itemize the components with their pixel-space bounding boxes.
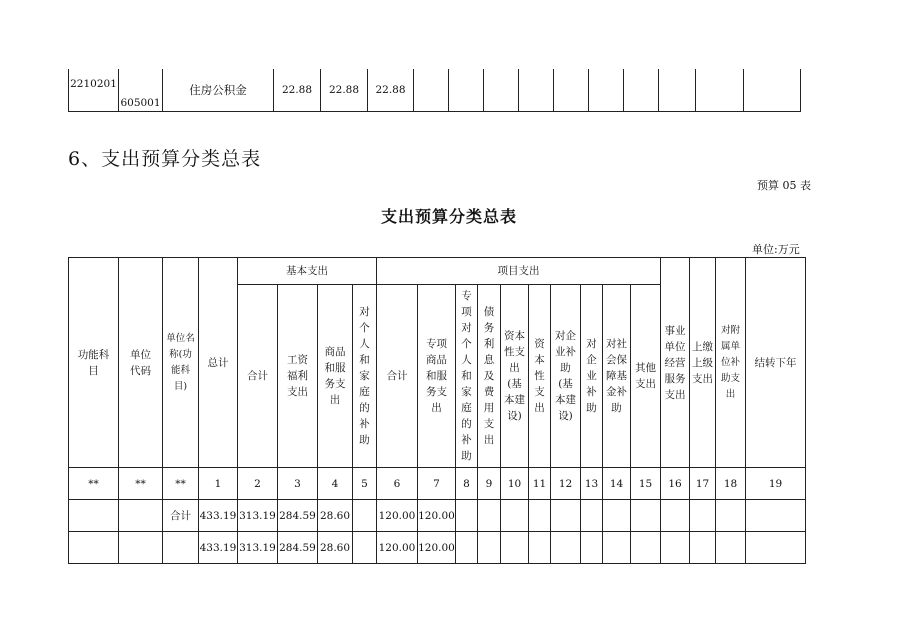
index-cell: 9: [478, 468, 501, 500]
data-cell: [501, 532, 529, 564]
value-cell: [659, 69, 696, 112]
data-cell: 433.19: [199, 500, 238, 532]
previous-table-fragment: [68, 69, 801, 112]
index-cell: 8: [456, 468, 478, 500]
data-cell: [746, 500, 806, 532]
data-cell: [603, 532, 631, 564]
header-capital-basic: 资本性支出(基本建设): [501, 285, 529, 468]
data-cell: [456, 532, 478, 564]
data-cell: [69, 532, 119, 564]
data-cell: 313.19: [238, 532, 278, 564]
header-row-1: [69, 258, 806, 285]
value-cell: 22.88: [274, 69, 321, 112]
data-cell: [501, 500, 529, 532]
header-business: 事业单位经营服务支出: [661, 258, 690, 468]
data-cell: [529, 500, 551, 532]
data-cell: [551, 500, 581, 532]
value-cell: [589, 69, 624, 112]
data-cell: [478, 532, 501, 564]
unit-code-cell: 605001: [119, 69, 163, 112]
index-cell: 14: [603, 468, 631, 500]
header-special-personal: 专项对个人和家庭的补助: [456, 285, 478, 468]
data-cell: 28.60: [318, 532, 353, 564]
index-cell: 5: [353, 468, 377, 500]
expenditure-budget-table: [68, 257, 806, 564]
table-row: [69, 500, 806, 532]
index-cell: 6: [377, 468, 418, 500]
header-basic-group: 基本支出: [238, 258, 377, 285]
value-cell: [624, 69, 659, 112]
table-row: [69, 69, 801, 112]
index-cell: **: [119, 468, 163, 500]
section-heading: 6、支出预算分类总表: [68, 148, 262, 170]
table-code: 预算 05 表: [757, 179, 811, 192]
data-cell: [690, 500, 716, 532]
value-cell: [744, 69, 801, 112]
data-cell: [581, 532, 603, 564]
data-cell: [551, 532, 581, 564]
header-enterprise-basic: 对企业补助(基本建设): [551, 285, 581, 468]
value-cell: 22.88: [321, 69, 368, 112]
index-cell: 13: [581, 468, 603, 500]
index-cell: 4: [318, 468, 353, 500]
header-total: 总计: [199, 258, 238, 468]
header-goods: 商品和服务支出: [318, 285, 353, 468]
unit-note: 单位:万元: [752, 243, 800, 256]
data-cell: [353, 532, 377, 564]
header-project-group: 项目支出: [377, 258, 661, 285]
value-cell: [484, 69, 519, 112]
index-row: [69, 468, 806, 500]
index-cell: 3: [278, 468, 318, 500]
index-cell: **: [69, 468, 119, 500]
table-row: [69, 532, 806, 564]
header-upper: 上缴上级支出: [690, 258, 716, 468]
data-cell: [716, 532, 746, 564]
data-cell: 28.60: [318, 500, 353, 532]
item-name-cell: 住房公积金: [163, 69, 274, 112]
data-cell: 120.00: [418, 500, 456, 532]
data-cell: [119, 532, 163, 564]
data-cell: [529, 532, 551, 564]
data-cell: [690, 532, 716, 564]
index-cell: **: [163, 468, 199, 500]
index-cell: 19: [746, 468, 806, 500]
index-cell: 18: [716, 468, 746, 500]
index-cell: 7: [418, 468, 456, 500]
header-enterprise: 对企业补助: [581, 285, 603, 468]
header-unit-code: 单位代码: [119, 258, 163, 468]
value-cell: [414, 69, 449, 112]
index-cell: 11: [529, 468, 551, 500]
header-project-subtotal: 合计: [377, 285, 418, 468]
header-affiliated: 对附属单位补助支出: [716, 258, 746, 468]
data-cell: [716, 500, 746, 532]
data-cell: 433.19: [199, 532, 238, 564]
data-cell: 120.00: [418, 532, 456, 564]
header-wages: 工资福利支出: [278, 285, 318, 468]
data-cell: [119, 500, 163, 532]
data-cell: [746, 532, 806, 564]
header-capital: 资本性支出: [529, 285, 551, 468]
data-cell: 284.59: [278, 532, 318, 564]
value-cell: [554, 69, 589, 112]
data-cell: [478, 500, 501, 532]
header-special-goods: 专项商品和服务支出: [418, 285, 456, 468]
header-other: 其他支出: [631, 285, 661, 468]
index-cell: 12: [551, 468, 581, 500]
index-cell: 2: [238, 468, 278, 500]
header-func-subject: 功能科目: [69, 258, 119, 468]
data-cell: 313.19: [238, 500, 278, 532]
data-cell: [631, 500, 661, 532]
index-cell: 17: [690, 468, 716, 500]
header-debt: 债务利息及费用支出: [478, 285, 501, 468]
index-cell: 10: [501, 468, 529, 500]
header-unit-name: 单位名称(功能科目): [163, 258, 199, 468]
value-cell: [449, 69, 484, 112]
table-title: 支出预算分类总表: [380, 207, 517, 226]
data-cell: [661, 532, 690, 564]
data-cell: [603, 500, 631, 532]
data-cell: [661, 500, 690, 532]
func-code-cell: 2210201: [69, 69, 119, 112]
header-social-security: 对社会保障基金补助: [603, 285, 631, 468]
index-cell: 1: [199, 468, 238, 500]
header-carryover: 结转下年: [746, 258, 806, 468]
data-cell: [163, 532, 199, 564]
data-cell: [353, 500, 377, 532]
header-personal: 对个人和家庭的补助: [353, 285, 377, 468]
data-cell: 120.00: [377, 532, 418, 564]
data-cell: 合计: [163, 500, 199, 532]
data-cell: 284.59: [278, 500, 318, 532]
data-cell: [456, 500, 478, 532]
index-cell: 15: [631, 468, 661, 500]
data-cell: [581, 500, 603, 532]
index-cell: 16: [661, 468, 690, 500]
value-cell: [519, 69, 554, 112]
header-basic-subtotal: 合计: [238, 285, 278, 468]
data-cell: 120.00: [377, 500, 418, 532]
value-cell: [696, 69, 744, 112]
value-cell: 22.88: [368, 69, 414, 112]
data-cell: [631, 532, 661, 564]
data-cell: [69, 500, 119, 532]
